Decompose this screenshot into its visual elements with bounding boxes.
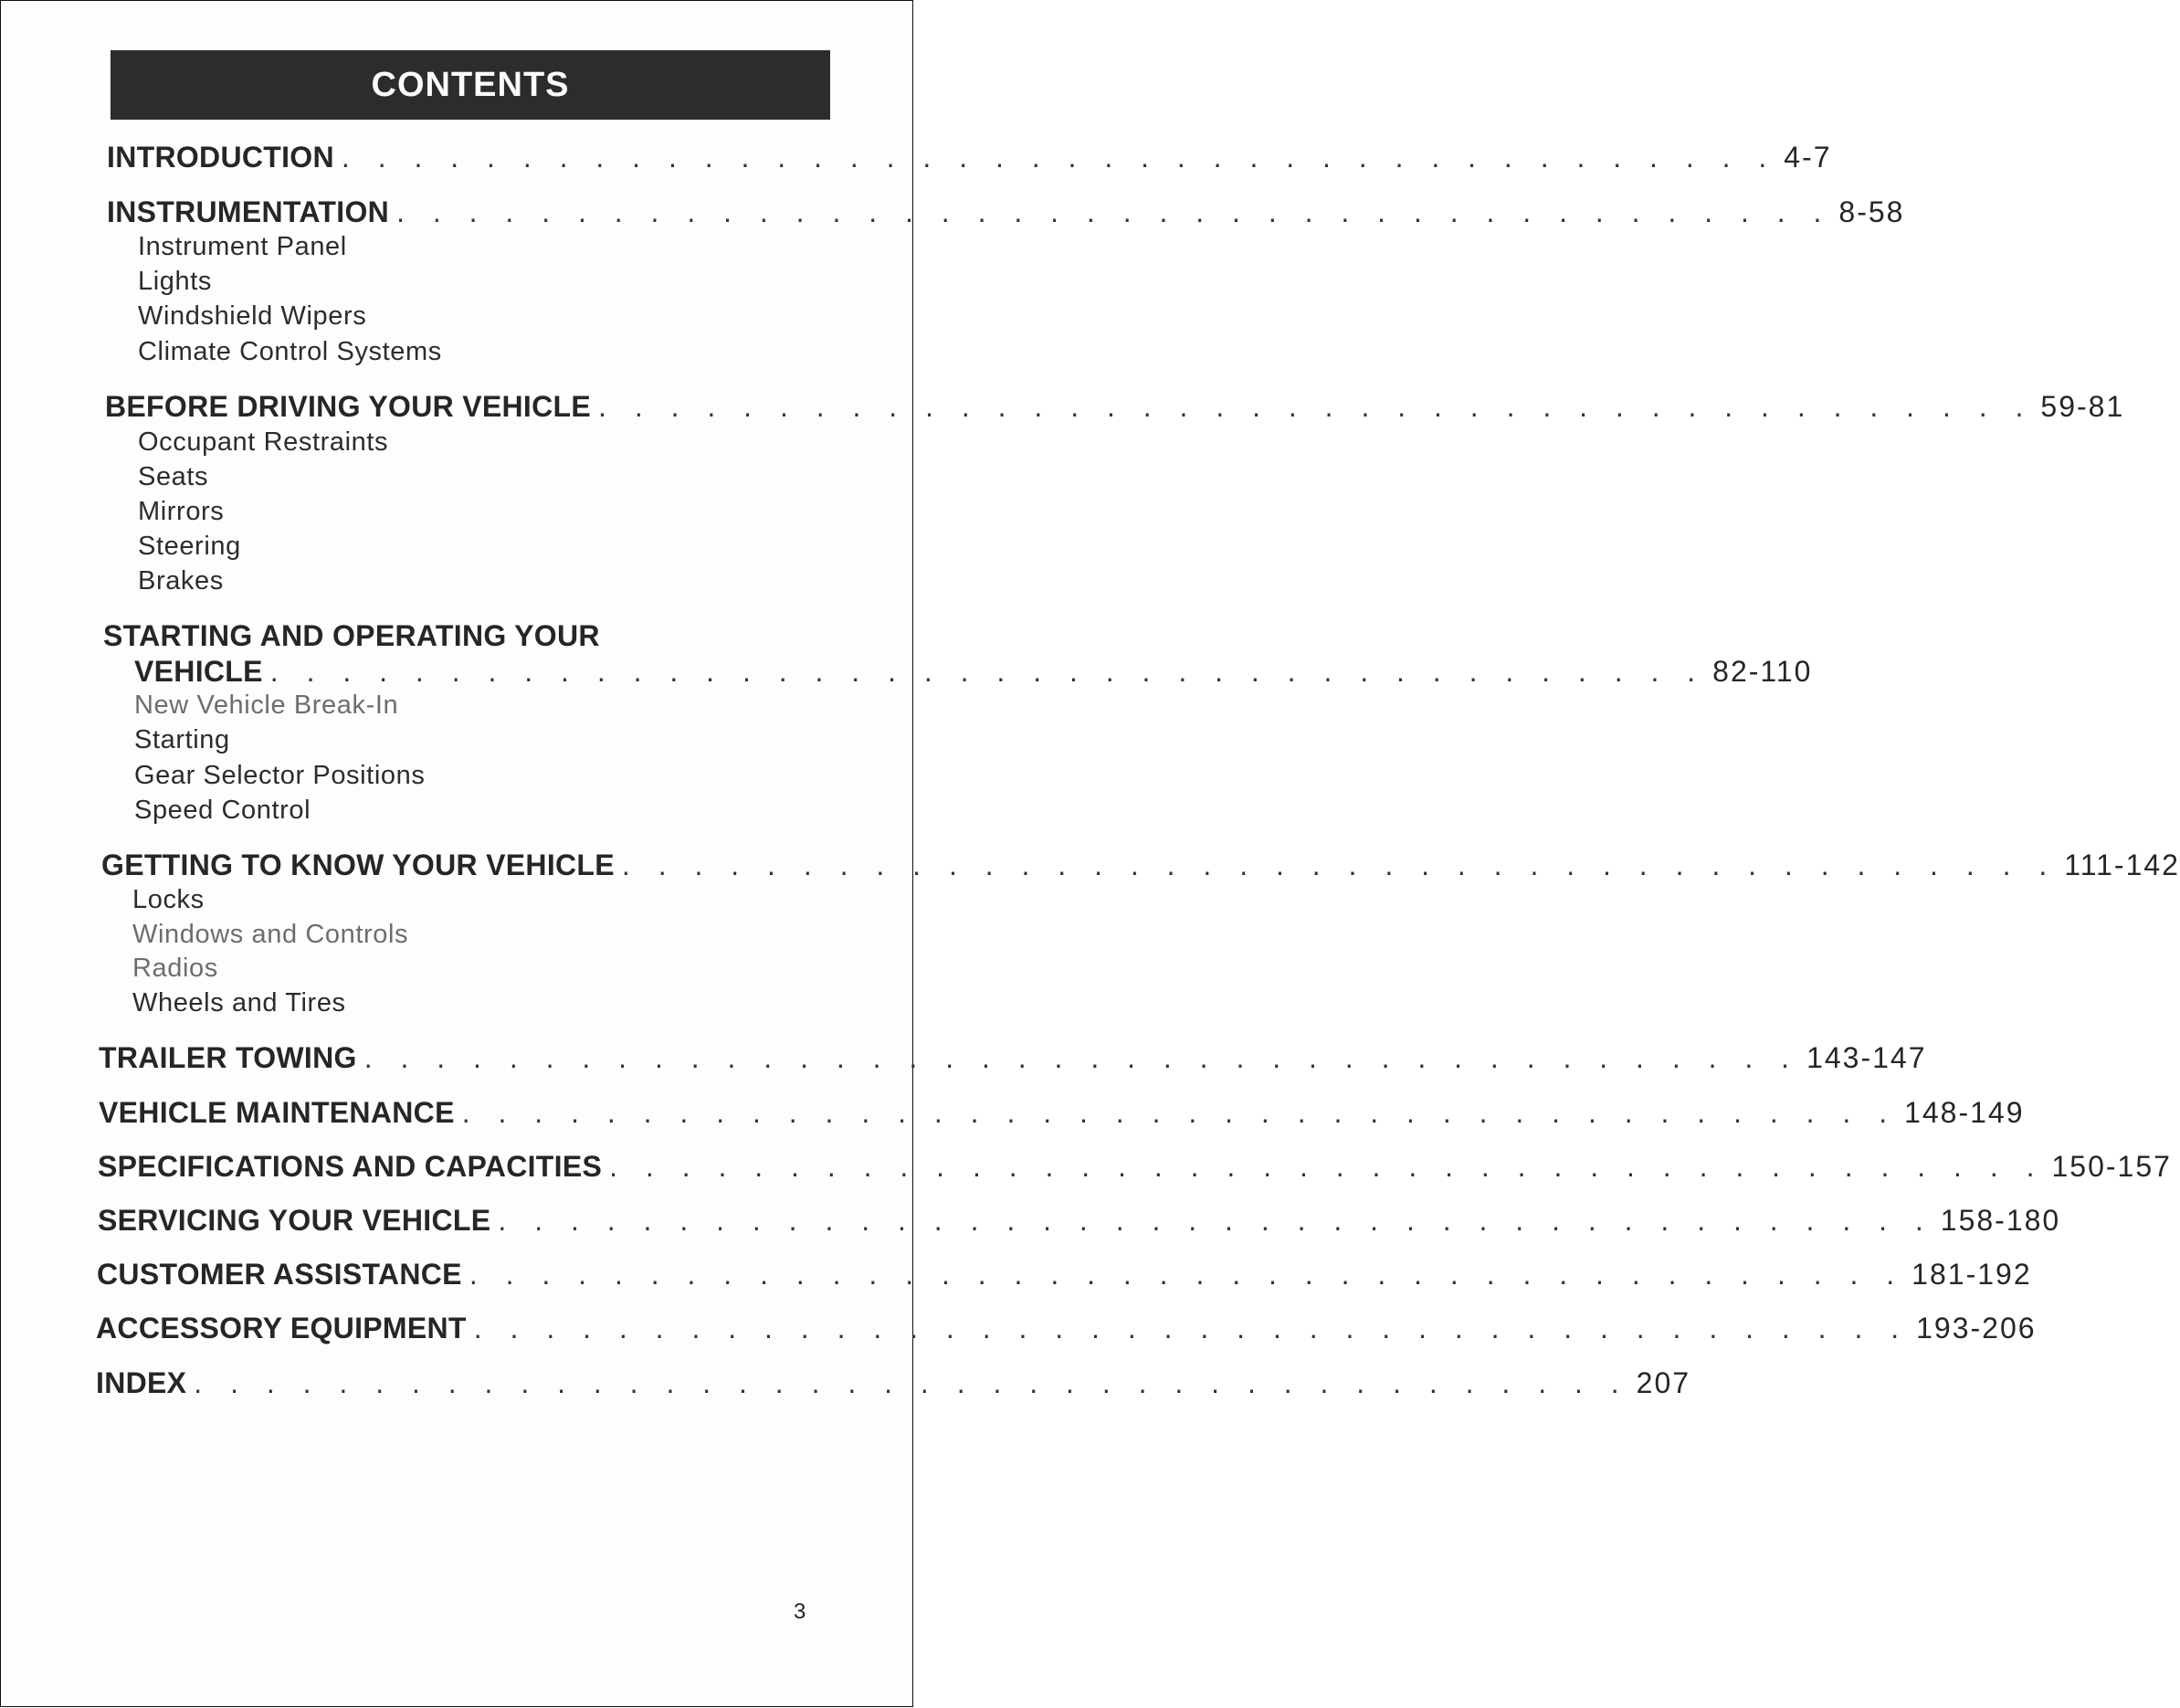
toc-entry-pages: 143-147	[1806, 1041, 1927, 1074]
dot-leader: . . . . . . . . . . . . . . . . . . . . . . . . . . . . . . . . . . . . . . . .	[194, 1366, 1629, 1399]
toc-subentry[interactable]: Locks	[132, 885, 205, 914]
toc-entry-title: INSTRUMENTATION	[107, 195, 390, 228]
toc-entry-title: SERVICING YOUR VEHICLE	[98, 1204, 491, 1237]
toc-entry-before-driving[interactable]	[105, 389, 2125, 424]
toc-subentry[interactable]: Gear Selector Positions	[134, 761, 426, 790]
toc-entry-title: CUSTOMER ASSISTANCE	[97, 1258, 462, 1291]
toc-entry-title: INTRODUCTION	[107, 141, 334, 174]
toc-entry-pages: 4-7	[1784, 141, 1832, 174]
toc-entry-title: INDEX	[96, 1366, 187, 1399]
contents-title: CONTENTS	[371, 65, 570, 104]
toc-entry-pages: 8-58	[1838, 195, 1905, 228]
toc-entry-specifications[interactable]	[98, 1149, 2172, 1184]
table-of-contents	[1, 1, 2180, 1708]
toc-entry-getting-to-know[interactable]	[101, 848, 2180, 882]
dot-leader: . . . . . . . . . . . . . . . . . . . . . . . . . . . . . . . . . . . . . . . .	[609, 1150, 2045, 1183]
toc-subentry[interactable]: Brakes	[138, 566, 224, 596]
toc-entry-customer-assistance[interactable]	[97, 1257, 2032, 1292]
dot-leader: . . . . . . . . . . . . . . . . . . . . . . . . . . . . . . . . . . . . . . . .	[621, 849, 2058, 881]
toc-entry-servicing[interactable]	[98, 1203, 2061, 1238]
toc-entry-title: VEHICLE MAINTENANCE	[99, 1096, 455, 1129]
toc-subentry[interactable]: Seats	[138, 462, 209, 491]
toc-subentry[interactable]: Instrument Panel	[138, 232, 347, 261]
toc-entry-pages: 111-142	[2064, 849, 2180, 881]
toc-entry-index[interactable]	[96, 1365, 1691, 1400]
dot-leader: . . . . . . . . . . . . . . . . . . . . . . . . . . . . . . . . . . . . . . . .	[341, 141, 1777, 174]
dot-leader: . . . . . . . . . . . . . . . . . . . . . . . . . . . . . . . . . . . . . . . .	[269, 655, 1706, 688]
toc-entry-pages: 150-157	[2051, 1150, 2172, 1183]
dot-leader: . . . . . . . . . . . . . . . . . . . . . . . . . . . . . . . . . . . . . . . .	[363, 1041, 1800, 1074]
toc-subentry[interactable]: Windshield Wipers	[138, 301, 367, 331]
toc-entry-title: BEFORE DRIVING YOUR VEHICLE	[105, 390, 592, 423]
toc-entry-starting-operating[interactable]	[134, 654, 1813, 689]
toc-entry-title: ACCESSORY EQUIPMENT	[96, 1312, 467, 1344]
dot-leader: . . . . . . . . . . . . . . . . . . . . . . . . . . . . . . . . . . . . . . . .	[598, 390, 2034, 423]
toc-entry-pages: 148-149	[1904, 1096, 2025, 1129]
page-number: 3	[794, 1599, 806, 1624]
toc-subentry[interactable]: Speed Control	[134, 796, 311, 825]
toc-entry-introduction[interactable]	[107, 140, 1832, 174]
dot-leader: . . . . . . . . . . . . . . . . . . . . . . . . . . . . . . . . . . . . . . . .	[461, 1096, 1898, 1129]
toc-entry-vehicle-maintenance[interactable]	[99, 1095, 2025, 1130]
toc-entry-title: GETTING TO KNOW YOUR VEHICLE	[101, 849, 615, 881]
dot-leader: . . . . . . . . . . . . . . . . . . . . . . . . . . . . . . . . . . . . . . . .	[469, 1258, 1905, 1291]
toc-subentry[interactable]: Wheels and Tires	[132, 988, 346, 1017]
toc-entry-pages: 158-180	[1940, 1204, 2061, 1237]
toc-entry-accessory-equipment[interactable]	[96, 1311, 2037, 1345]
toc-subentry[interactable]: Lights	[138, 267, 212, 296]
toc-entry-title: TRAILER TOWING	[99, 1041, 357, 1074]
toc-subentry[interactable]: Windows and Controls	[132, 920, 409, 949]
toc-entry-title: STARTING AND OPERATING YOUR	[103, 619, 600, 652]
toc-entry-starting-operating-line1[interactable]	[103, 618, 827, 653]
toc-entry-instrumentation[interactable]	[107, 195, 1905, 229]
toc-entry-pages: 82-110	[1712, 655, 1813, 688]
toc-subentry[interactable]: Starting	[134, 725, 230, 754]
dot-leader: . . . . . . . . . . . . . . . . . . . . . . . . . . . . . . . . . . . . . . . .	[498, 1204, 1933, 1237]
toc-entry-title: SPECIFICATIONS AND CAPACITIES	[98, 1150, 603, 1183]
toc-entry-trailer-towing[interactable]	[99, 1040, 1927, 1075]
toc-entry-pages: 207	[1636, 1366, 1691, 1399]
dot-leader: . . . . . . . . . . . . . . . . . . . . . . . . . . . . . . . . . . . . . . . .	[473, 1312, 1910, 1344]
toc-subentry[interactable]: Climate Control Systems	[138, 337, 442, 366]
toc-entry-pages: 59-81	[2040, 390, 2125, 423]
toc-subentry[interactable]: Occupant Restraints	[138, 427, 389, 457]
toc-subentry[interactable]: Mirrors	[138, 497, 225, 526]
toc-entry-title-continued: VEHICLE	[134, 655, 263, 688]
toc-entry-pages: 181-192	[1911, 1258, 2032, 1291]
toc-entry-pages: 193-206	[1916, 1312, 2037, 1344]
dot-leader: . . . . . . . . . . . . . . . . . . . . . . . . . . . . . . . . . . . . . . . .	[396, 195, 1832, 228]
toc-subentry[interactable]: New Vehicle Break-In	[134, 691, 399, 720]
toc-subentry[interactable]: Radios	[132, 954, 218, 983]
toc-subentry[interactable]: Steering	[138, 532, 241, 561]
